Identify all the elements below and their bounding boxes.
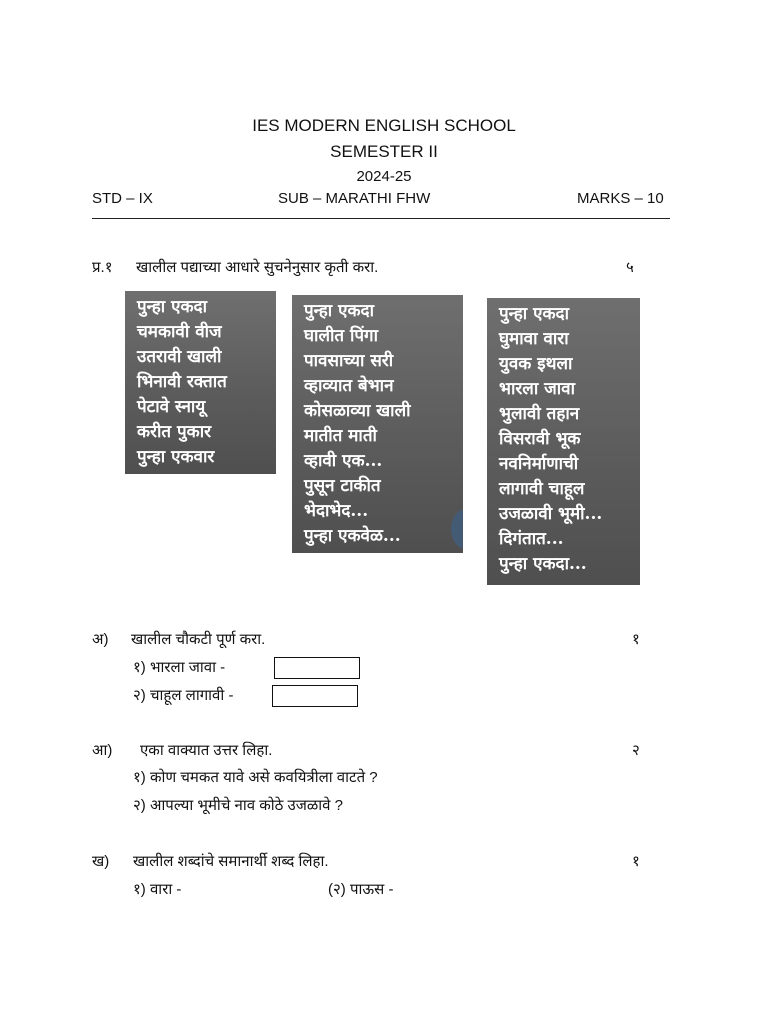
- section-kh-label: ख): [92, 853, 110, 870]
- section-a-label: अ): [92, 631, 109, 648]
- poem-line: घालीत पिंगा: [304, 326, 379, 346]
- poem-line: उतरावी खाली: [137, 347, 222, 367]
- header-divider: [92, 218, 670, 219]
- section-kh-item-2: (२) पाऊस -: [328, 881, 394, 898]
- section-a-text: खालील चौकटी पूर्ण करा.: [131, 631, 266, 648]
- poem-line: उजळावी भूमी...: [499, 504, 603, 524]
- answer-box-2[interactable]: [272, 685, 358, 707]
- poem-line: घुमावा वारा: [499, 329, 569, 349]
- poem-line: भेदाभेद...: [304, 501, 369, 521]
- subject-label: SUB – MARATHI FHW: [278, 190, 431, 207]
- section-aa-marks: २: [632, 742, 640, 759]
- section-aa-label: आ): [92, 742, 113, 759]
- question-1-text: खालील पद्याच्या आधारे सुचनेनुसार कृती करा.: [136, 259, 379, 276]
- poem-line: पुन्हा एकदा: [499, 304, 569, 324]
- question-1-marks: ५: [626, 259, 634, 276]
- section-aa-item-1: १) कोण चमकत यावे असे कवयित्रीला वाटते ?: [133, 769, 378, 786]
- academic-year: 2024-25: [356, 168, 412, 185]
- poem-line: पुसून टाकीत: [304, 476, 381, 496]
- poem-line: लागावी चाहूल: [499, 479, 585, 499]
- semester-title: SEMESTER II: [330, 142, 438, 161]
- poem-line: भुलावी तहान: [499, 404, 580, 424]
- poem-line: मातीत माती: [304, 426, 377, 446]
- poem-line: पुन्हा एकदा: [137, 297, 207, 317]
- section-kh-marks: १: [632, 853, 640, 870]
- poem-line: करीत पुकार: [137, 422, 212, 442]
- poem-line: व्हाव्यात बेभान: [304, 376, 394, 396]
- section-a-item-1: १) भारला जावा -: [133, 659, 226, 676]
- poem-line: नवनिर्माणाची: [499, 454, 579, 474]
- poem-line: पावसाच्या सरी: [304, 351, 394, 371]
- poem-line: पुन्हा एकदा...: [499, 554, 587, 574]
- poem-line: विसरावी भूक: [499, 429, 581, 449]
- answer-box-1[interactable]: [274, 657, 360, 679]
- poem-line: व्हावी एक...: [304, 451, 383, 471]
- school-name: IES MODERN ENGLISH SCHOOL: [252, 116, 516, 135]
- poem-card-3: [487, 298, 640, 585]
- poem-card-1: [125, 291, 276, 474]
- poem-line: कोसळाव्या खाली: [304, 401, 411, 421]
- poem-line: चमकावी वीज: [137, 322, 222, 342]
- section-kh-item-1: १) वारा -: [133, 881, 182, 898]
- poem-card-2: [292, 295, 463, 553]
- poem-line: पेटावे स्नायू: [137, 397, 206, 417]
- poem-line: भारला जावा: [499, 379, 576, 399]
- poem-line: दिगंतात...: [499, 529, 564, 549]
- section-aa-item-2: २) आपल्या भूमीचे नाव कोठे उजळावे ?: [133, 797, 344, 814]
- standard-label: STD – IX: [92, 190, 153, 207]
- question-1-label: प्र.१: [92, 259, 113, 276]
- section-a-marks: १: [632, 631, 640, 648]
- section-aa-text: एका वाक्यात उत्तर लिहा.: [140, 742, 273, 759]
- poem-line: भिनावी रक्तात: [137, 372, 227, 392]
- section-kh-text: खालील शब्दांचे समानार्थी शब्द लिहा.: [133, 853, 329, 870]
- poem-line: पुन्हा एकवार: [137, 447, 215, 467]
- marks-label: MARKS – 10: [577, 190, 664, 207]
- poem-line: पुन्हा एकवेळ...: [304, 526, 401, 546]
- section-a-item-2: २) चाहूल लागावी -: [133, 687, 234, 704]
- poem-line: पुन्हा एकदा: [304, 301, 374, 321]
- poem-line: युवक इथला: [499, 354, 573, 374]
